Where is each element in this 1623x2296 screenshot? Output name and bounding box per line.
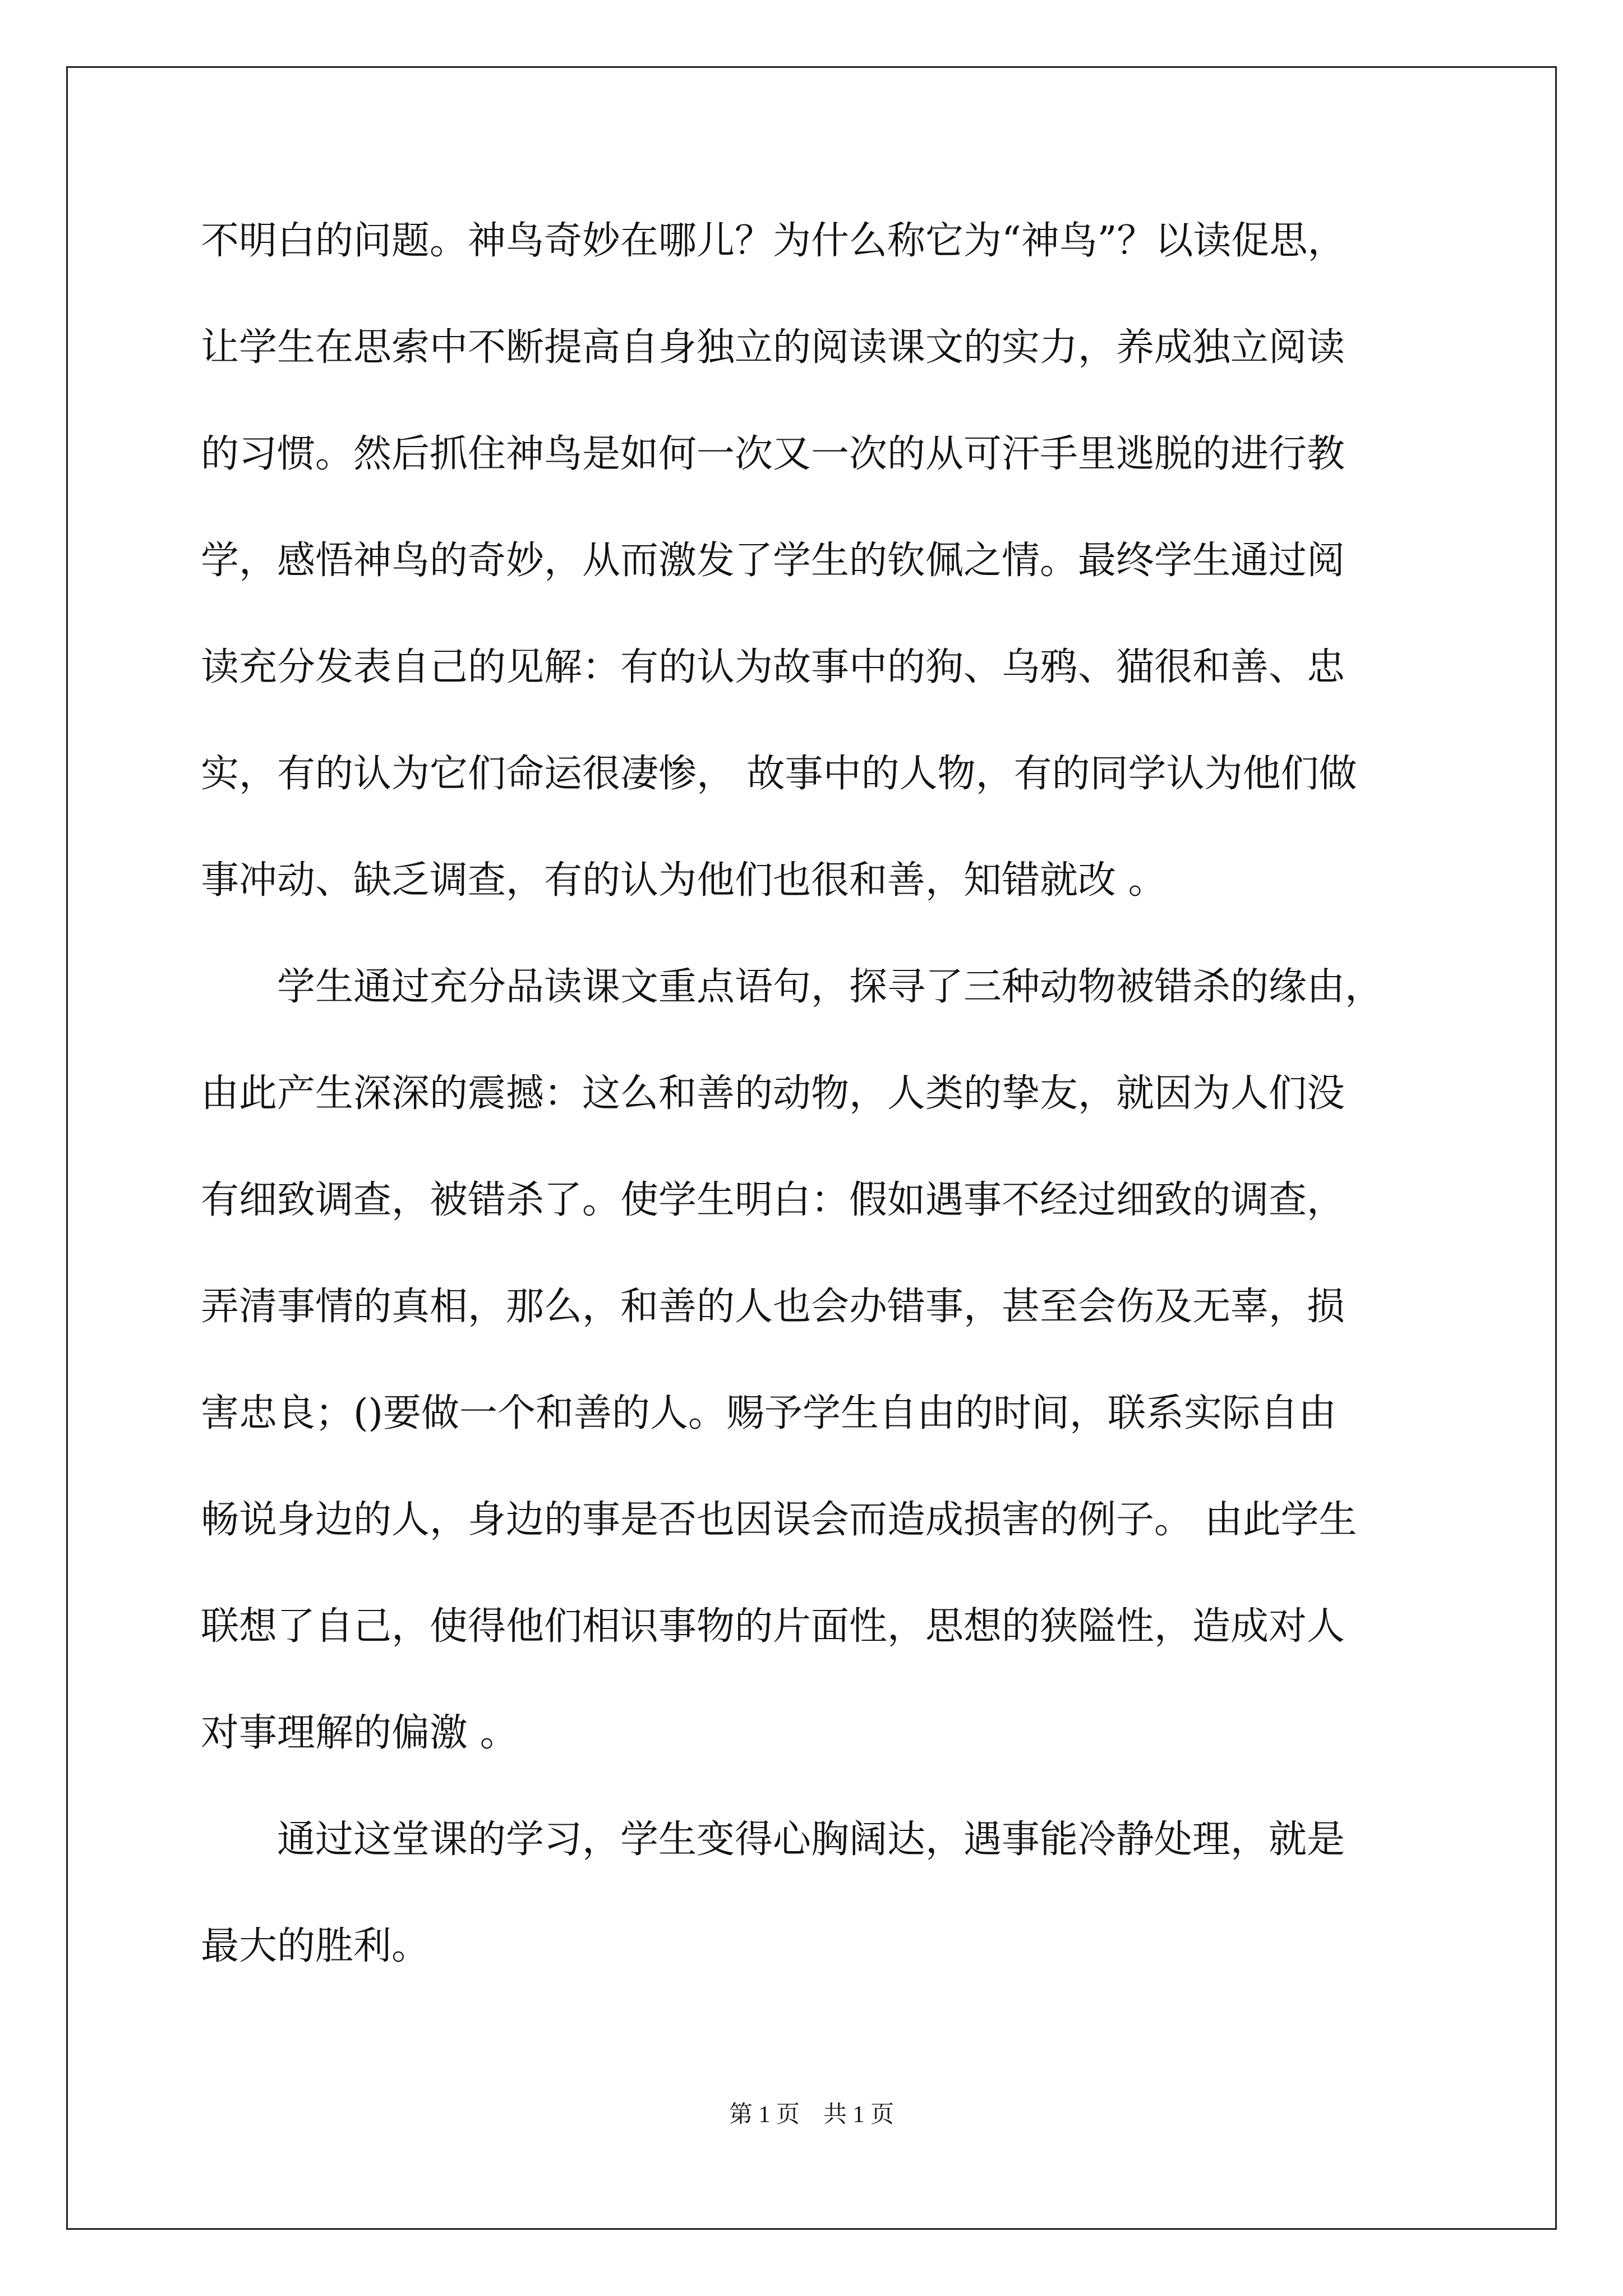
text-line: 的习惯。然后抓住神鸟是如何一次又一次的从可汗手里逃脱的进行教	[201, 432, 1345, 476]
text-line: 有细致调查，被错杀了。使学生明白：假如遇事不经过细致的调查，	[201, 1178, 1345, 1222]
page-number-footer: 第 1 页 共 1 页	[728, 2102, 894, 2128]
text-line: 由此产生深深的震撼：这么和善的动物，人类的挚友，就因为人们没	[201, 1071, 1345, 1116]
text-line: 让学生在思索中不断提高自身独立的阅读课文的实力，养成独立阅读	[201, 325, 1345, 370]
document-body	[201, 188, 1435, 2000]
text-line: 学生通过充分品读课文重点语句，探寻了三种动物被错杀的缘由，	[201, 965, 1384, 1009]
text-line: 害忠良；()要做一个和善的人。赐予学生自由的时间，联系实际自由	[201, 1391, 1337, 1435]
text-line: 读充分发表自己的见解：有的认为故事中的狗、乌鸦、猫很和善、忠	[201, 645, 1345, 689]
text-line: 最大的胜利。	[201, 1924, 430, 1968]
text-line: 实，有的认为它们命运很凄惨， 故事中的人物，有的同学认为他们做	[201, 752, 1357, 796]
text-line: 畅说身边的人，身边的事是否也因误会而造成损害的例子。 由此学生	[201, 1498, 1357, 1542]
text-line: 事冲动、缺乏调查，有的认为他们也很和善，知错就改 。	[201, 858, 1166, 903]
text-line: 联想了自己，使得他们相识事物的片面性，思想的狭隘性，造成对人	[201, 1604, 1345, 1649]
text-line: 对事理解的偏激 。	[201, 1711, 518, 1755]
text-line: 不明白的问题。神鸟奇妙在哪儿？为什么称它为“神鸟”？以读促思，	[201, 219, 1346, 263]
text-line: 通过这堂课的学习，学生变得心胸阔达，遇事能冷静处理，就是	[201, 1818, 1345, 1862]
text-line: 弄清事情的真相，那么，和善的人也会办错事，甚至会伤及无辜，损	[201, 1285, 1345, 1329]
text-line: 学，感悟神鸟的奇妙，从而激发了学生的钦佩之情。最终学生通过阅	[201, 539, 1345, 583]
